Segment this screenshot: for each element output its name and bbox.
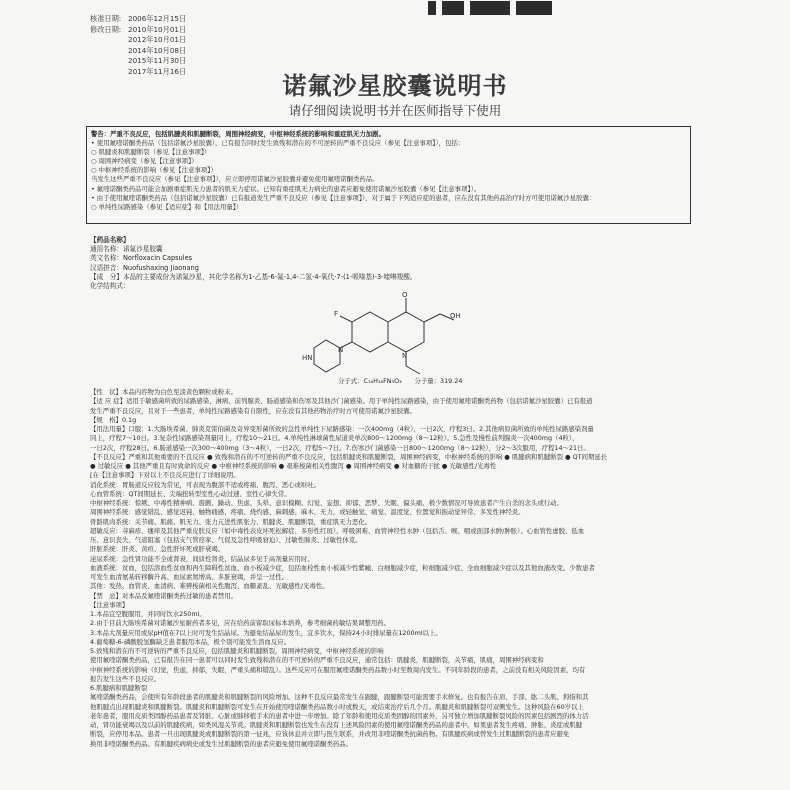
boxed-warning [86,126,691,224]
body-line: 1.本品宜空腹服用，并同时饮水250ml。 [90,610,206,618]
warning-line: • 氟喹诺酮类药品可能会加剧重症肌无力患者的肌无力症状。已知有重症肌无力病史的患者应避免使用诺氟沙星胶囊（参见【注意事项】）。 [91,184,481,193]
drug-name-line: 英文名称：Norfloxacin Capsules [90,254,193,263]
body-line: 【不良反应】严重和其他重要的不良反应 ● 致残和潜在的不可逆转的严重不良反应，包括肌腱炎和肌腱断裂，周围神经病变，中枢神经系统的影响 ● 肌腱病和肌腱断裂 ● QT间期延长 [90,452,608,461]
drug-name-section [90,236,690,291]
body-line: 氟喹诺酮类药品，会使所有年龄段患者的肌腱炎和肌腱断裂的风险增加。这种不良反应最常发生在跟腱，跟腱断裂可能需要手术修复。也有报告在肩、手部、肱二头肌、拇指和其 [90,693,589,702]
hydroxyl-label: OH [450,312,461,320]
body-line: 2.由于目前大肠埃希菌对诺氟沙星耐药者多见，应在给药前留取尿标本培养，参考细菌药敏结果调整用药。 [90,619,391,628]
body-line: [在【注意事项】下对以上不良反应进行了详细说明。 [90,471,240,480]
date-row [90,46,186,57]
oxygen-label: O [402,291,408,299]
body-line: 消化系统：胃肠道反应较为常见，可表现为腹部不适或疼痛、腹泻、恶心或呕吐。 [90,480,321,489]
body-line: 5.致残和潜在的不可逆转的严重不良反应，包括肌腱炎和肌腱断裂，周围神经病变，中枢神经系统的影响 [90,647,384,655]
warning-line: ○ 单纯性尿路感染（参见【适应症】和【用法用量】） [91,202,243,211]
body-line: 血液系统：贫血，包括溶血性贫血和再生障碍性贫血、血小板减少症，包括血栓性血小板减少性紫癜、白细胞减少症，粒细胞减少症、全血细胞减少症以及其他血液改变。少数患者 [90,563,595,572]
date-value: 2015年11月30日 [128,56,187,66]
date-row [90,35,186,46]
date-label: 核准日期: [90,14,122,23]
body-line: 发生严重不良反应，且对于一些患者，单纯性尿路感染有自限性，应在没有其他药物治疗时方可使用诺氟沙星胶囊。 [90,406,416,415]
body-line: 4.葡萄糖-6-磷酸脱氢酶缺乏患者服用本品，极个别可能发生溶血反应。 [90,637,291,646]
body-line: 一日2次，疗程28日。6.肠道感染一次300～400mg（3～4粒），一日2次，疗程5～7日。7.伤寒沙门菌感染一日800～1200mg（8～12粒），分2～3次服用，疗程14～21日。 [90,443,590,452]
pyridone-ring [388,312,424,352]
date-value: 2014年10月08日 [128,45,187,55]
nitrogen-label: N [402,352,408,360]
body-line: 【禁 忌】对本品及氟喹诺酮类药过敏的患者禁用。 [90,591,237,600]
body-line: 同上，疗程7～10日。3.复杂性尿路感染剂量同上，疗程10～21日。4.单纯性淋球菌性尿道炎单次800～1200mg（8～12粒）。5.急性及慢性前列腺炎一次400mg（4粒）， [90,434,579,443]
body-line: 中枢神经系统的影响（幻觉，焦虑，抑郁，失眠，严重头痛和错乱）。这些反应可在服用氟喹诺酮类药品数小时至数周内发生。不同年龄段的患者，之前没有相关风险因素，均有 [90,665,586,674]
body-line: 【性 状】本品内容物为白色至淡黄色颗粒或粉末。 [90,388,237,396]
warning-line: ○ 中枢神经系统的影响（参见【注意事项】） [91,166,217,175]
body-line: 骨骼肌肉系统：关节痛、肌痛、肌无力、张力亢进性肌张力、肌腱炎、肌腱断裂，重症肌无力恶化。 [90,517,372,526]
date-label: 修改日期: [90,24,122,34]
body-line: 换用非喹诺酮类药品。有肌腱疾病病史或发生过肌腱断裂的患者应避免使用氟喹诺酮类药品。 [90,739,353,748]
body-line: 可发生血清氨基转移酶升高、血尿素氮增高、多脏衰竭，并呈一过性。 [90,573,289,581]
warning-line: 警告：严重不良反应，包括肌腱炎和肌腱断裂，周围神经病变，中枢神经系统的影响和重症肌无力加剧。 [91,130,385,138]
body-line: 压、意识丧失、气道阻塞（包括支气管痉挛、气促及急性呼吸窘迫）、过敏性肺炎、过敏性休克。 [90,536,362,544]
warning-line: ○ 肌腱炎和肌腱断裂（参见【注意事项】） [91,148,211,157]
warning-line: • 由于使用氟喹诺酮类药品（包括诺氟沙星胶囊）已有报道发生严重不良反应（参见【注意事项】），对于属于下列适应症的患者，应在没有其他药品治疗时方可使用诺氟沙星胶囊： [91,193,596,202]
benzene-ring [352,312,388,352]
hn-label: HN [302,354,313,362]
date-value: 2017年11月16日 [128,66,187,76]
warning-line: ○ 周围神经病变（参见【注意事项】） [91,157,198,166]
body-line: 【规 格】0.1g [90,415,137,424]
molecular-formula: 分子式：C₁₆H₁₈FN₃O₃ 分子量：319.24 [338,377,463,385]
chemical-structure-diagram [300,290,470,385]
body-line: 周围神经系统：感觉错乱、感觉迟钝、触物痛感、疼痛、烧灼感、麻刺感、麻木、无力，或轻触觉、痛觉、温度觉、位置觉和振动觉异常、多发性神经炎。 [90,508,525,517]
body-line: 肝脏系统：肝炎、黄疸、急性肝坏死或肝衰竭。 [90,545,225,554]
body-line: 【适 应 症】适用于敏感菌所致的尿路感染、淋病、前列腺炎、肠道感染和伤寒及其他沙门菌感染。用于单纯性尿路感染，由于使用氟喹诺酮类药物（包括诺氟沙星胶囊）已有报道 [90,397,593,406]
body-line: 超敏反应：荨麻疹、瘙痒及其他严重皮肤反应（如中毒性表皮坏死松解症、多形性红斑）、呼吸困难、血管神经性水肿（包括舌、喉、咽或面部水肿/肿胀）、心血管性虚脱、低血 [90,526,585,535]
section-heading: 【药品名称】 [90,236,130,244]
top-color-blocks [428,0,608,14]
body-line: 【注意事项】 [90,600,129,609]
body-line: 断裂，应停用本品。患者一旦出现肌腱炎或肌腱断裂的第一征兆，应该休息并立即与医生联系，并改用非喹诺酮类抗菌药物。有肌腱疾病或曾发生过肌腱断裂的患者应避免 [90,730,570,739]
document-title: 诺氟沙星胶囊说明书 [282,72,508,100]
body-line: 中枢神经系统：惊厥、中毒性精神病、震颤、躁动、焦虑、头晕、意识模糊、幻觉、妄想、抑郁、恶梦、失眠、偏头痛、极少数情况可导致患者产生自杀的念头或行动。 [90,499,563,507]
warning-line: • 使用氟喹诺酮类药品（包括诺氟沙星胶囊），已有报告同时发生致残和潜在的不可逆转的严重不良反应（参见【注意事项】），包括： [91,139,465,148]
body-line: 3.本品大剂量应用或尿pH值在7以上时可发生结晶尿。为避免结晶尿的发生，宜多饮水，保持24小时排尿量在1200ml以上。 [90,628,442,637]
date-row [90,14,186,25]
body-line: 泌尿系统：急性肾功能不全或肾衰，间质性肾炎、结晶尿多见于高剂量应用时。 [90,554,314,563]
piperazine-n-label: N [338,346,344,354]
composition-line: 【成 分】本品的主要成份为诺氟沙星，其化学名称为1-乙基-6-氟-1,4-二氢-4-氧代-7-(1-哌嗪基)-3-喹啉羧酸。 [90,272,417,281]
body-line: ● 过敏反应 ● 其他严重且有时致命的反应 ● 中枢神经系统的影响 ● 艰难梭菌相关性腹泻 ● 周围神经病变 ● 对血糖的干扰 ● 光敏感性/光毒性 [90,462,497,470]
document-subtitle: 请仔细阅读说明书并在医师指导下使用 [288,103,502,118]
body-line: 报告发生这些不良反应。 [90,674,161,683]
date-value: 2006年12月15日 [128,14,187,23]
drug-name-line: 通用名称：诺氟沙星胶囊 [90,245,163,254]
date-value: 2010年10月01日 [128,24,187,34]
warning-line: 当发生这些严重不良反应（参见【注意事项】），应立即停用诺氟沙星胶囊并避免使用氟喹诺酮类药品。 [91,175,379,184]
body-line: 6.肌腱病和肌腱断裂 [90,684,148,692]
body-line: 【用法用量】口服：1.大肠埃希菌、肺炎克雷伯菌及奇异变形菌所致的急性单纯性下尿路感染：一次400mg（4粒），一日2次，疗程3日。2.其他病原菌所致的单纯性尿路感染剂量 [90,425,594,433]
body-line: 他肌腱点出现肌腱炎和肌腱断裂。肌腱炎和肌腱断裂可发生在开始使用喹诺酮类药品数小时或数天，或结束治疗后几个月。肌腱炎和肌腱断裂可双侧发生。这种风险在60岁以上 [90,702,584,711]
date-value: 2012年10月01日 [128,35,187,45]
body-line: 动，肾功能衰竭以及以前的肌腱疾病，如类风湿关节炎。肌腱炎和肌腱断裂也发生在没有上述风险因素的使用氟喹诺酮类药品的患者中。如果患者发生疼痛、肿胀、炎症或肌腱 [90,721,583,729]
drug-name-line: 汉语拼音：Nuofushaxing Jiaonang [90,263,199,272]
fluorine-label: F [334,310,339,318]
structure-label: 化学结构式： [90,282,130,291]
body-line: 其他：发热、血管炎、血清病、难辨梭菌相关性腹泻、血糖紊乱、光敏感性/光毒性。 [90,582,329,591]
date-row [90,25,186,36]
body-line: 老年患者，服用皮质类固醇药品患者及肾脏、心脏或肺移植手术的患者中进一步增加。除了年龄和使用皮质类固醇的因素外，另可独立增加肌腱断裂风险的因素包括剧烈的体力活 [90,711,589,720]
body-line: 心血管系统：QT间期延长、尖端扭转型室性心动过速、室性心律失常。 [90,489,291,498]
body-line: 使用氟喹诺酮类药品，已有报告在同一患者可以同时发生致残和潜在的不可逆转的严重不良反应，通常包括：肌腱炎，肌腱断裂，关节痛，肌痛，周围神经病变和 [90,656,544,665]
leaflet-body [90,388,695,749]
